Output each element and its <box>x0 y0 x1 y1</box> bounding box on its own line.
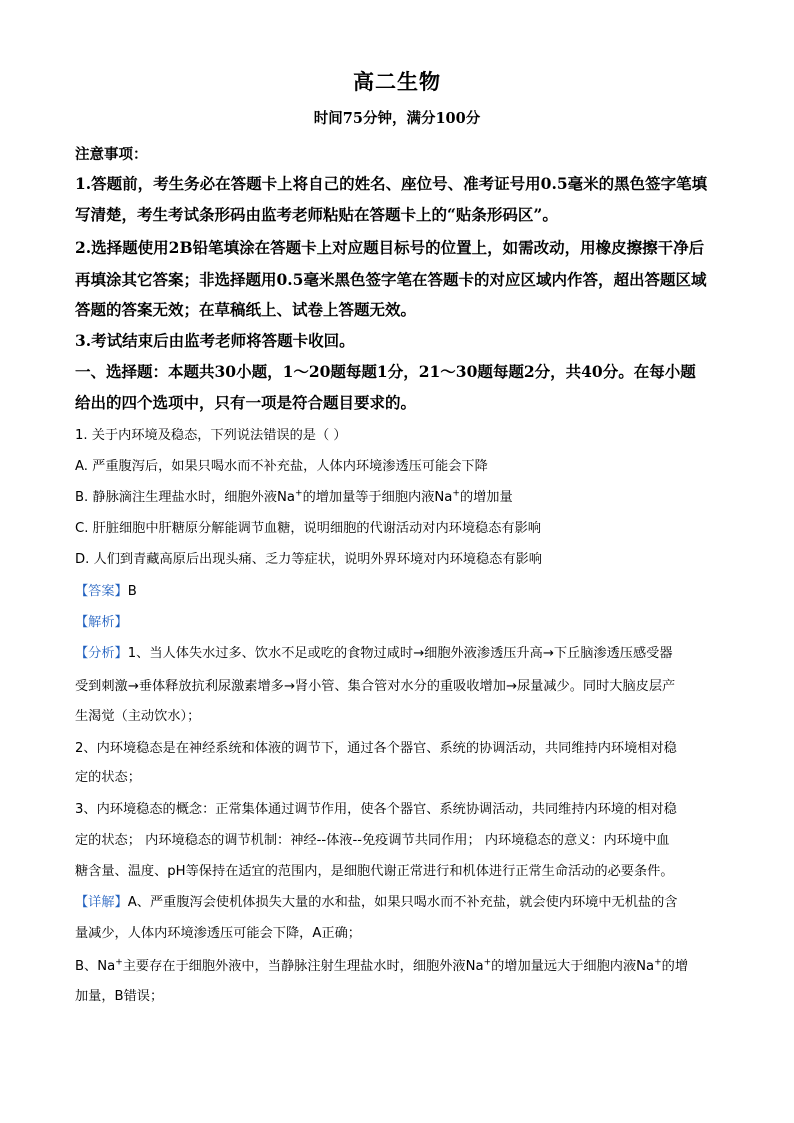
detail-line: 【详解】A、严重腹泻会使机体损失大量的水和盐，如果只喝水而不补充盐，就会使内环境中无机盐的含 <box>75 895 678 910</box>
notes-line: 再填涂其它答案；非选择题用0.5毫米黑色签字笔在答题卡的对应区域内作答，超出答题区域 <box>75 270 707 289</box>
analysis-line: 3、内环境稳态的概念：正常集体通过调节作用，使各个器官、系统协调活动，共同维持内环境的相对稳 <box>75 802 677 817</box>
section-heading: 一、选择题：本题共30小题，1～20题每题1分，21～30题每题2分，共40分。在每小题 <box>75 362 696 381</box>
xiangjie-tag: 【详解】 <box>75 895 128 910</box>
exam-time-info: 时间75分钟，满分100分 <box>313 110 481 127</box>
detail-line: 量减少，人体内环境渗透压可能会下降，A正确； <box>75 926 361 941</box>
notes-heading: 注意事项： <box>75 146 148 163</box>
notes-line: 1.答题前，考生务必在答题卡上将自己的姓名、座位号、准考证号用0.5毫米的黑色签字笔填 <box>75 174 708 193</box>
option-a: A. 严重腹泻后，如果只喝水而不补充盐，人体内环境渗透压可能会下降 <box>75 459 488 474</box>
analysis-line: 2、内环境稳态是在神经系统和体液的调节下，通过各个器官、系统的协调活动，共同维持内环境相对稳 <box>75 741 677 756</box>
section-heading: 给出的四个选项中，只有一项是符合题目要求的。 <box>75 393 417 412</box>
analysis-heading: 【解析】 <box>75 615 128 630</box>
analysis-line: 糖含量、温度、pH等保持在适宜的范围内，是细胞代谢正常进行和机体进行正常生命活动的必要条件。 <box>75 864 674 879</box>
notes-line: 3.考试结束后由监考老师将答题卡收回。 <box>75 331 355 350</box>
answer-value: B <box>127 584 137 599</box>
analysis-line: 【分析】1、当人体失水过多、饮水不足或吃的食物过咸时→细胞外液渗透压升高→下丘脑渗透压感受器 <box>75 646 673 661</box>
notes-line: 写清楚，考生考试条形码由监考老师粘贴在答题卡上的“贴条形码区”。 <box>75 205 558 224</box>
question-stem: 1. 关于内环境及稳态，下列说法错误的是（ ） <box>75 428 347 443</box>
option-b: B. 静脉滴注生理盐水时，细胞外液Na+的增加量等于细胞内液Na+的增加量 <box>75 488 513 505</box>
detail-line: 加量，B错误； <box>75 989 164 1004</box>
answer-tag: 【答案】 <box>75 584 128 599</box>
answer-line <box>75 580 137 599</box>
notes-line: 2.选择题使用2B铅笔填涂在答题卡上对应题目标号的位置上，如需改动，用橡皮擦擦干净后 <box>75 238 705 257</box>
analysis-line: 受到刺激→垂体释放抗利尿激素增多→肾小管、集合管对水分的重吸收增加→尿量减少。同时大脑皮层产 <box>75 679 676 694</box>
option-d: D. 人们到青藏高原后出现头痛、乏力等症状，说明外界环境对内环境稳态有影响 <box>75 552 542 567</box>
fenxi-tag: 【分析】 <box>75 646 128 661</box>
option-c: C. 肝脏细胞中肝糖原分解能调节血糖，说明细胞的代谢活动对内环境稳态有影响 <box>75 521 541 536</box>
page-title: 高二生物 <box>353 69 441 94</box>
analysis-line: 生渴觉（主动饮水）； <box>75 709 201 724</box>
notes-line: 答题的答案无效；在草稿纸上、试卷上答题无效。 <box>75 300 417 319</box>
detail-line: B、Na+主要存在于细胞外液中，当静脉注射生理盐水时，细胞外液Na+的增加量远大于细胞内液Na+的增 <box>75 957 689 974</box>
analysis-line: 定的状态； 内环境稳态的调节机制：神经--体液--免疫调节共同作用； 内环境稳态的意义：内环境中血 <box>75 833 670 848</box>
analysis-line: 定的状态； <box>75 770 141 785</box>
